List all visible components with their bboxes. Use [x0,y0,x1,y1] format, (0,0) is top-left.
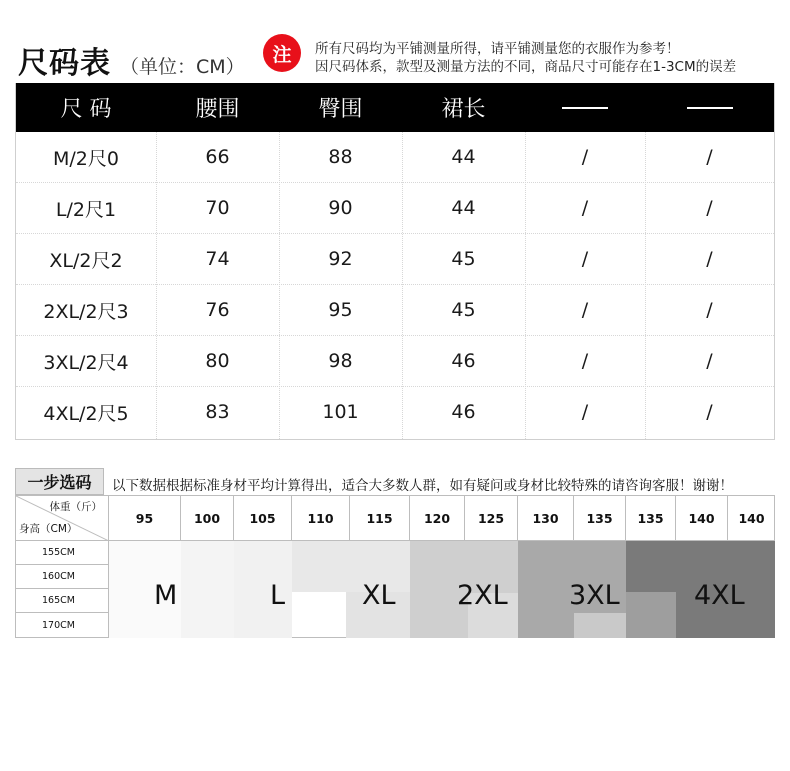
weight-cell: 135 [626,496,676,541]
page-title: 尺码表 [18,46,111,81]
cell-blank: / [706,401,713,423]
cell-length: 45 [451,299,476,321]
weight-cell: 95 [109,496,181,541]
cell-length: 44 [451,146,476,168]
unit-label: （单位：CM） [120,56,245,78]
table-row [16,285,774,336]
cell-blank: / [581,248,589,270]
cell-blank: / [706,197,713,219]
header-length: 裙长 [441,97,486,122]
weight-cell: 130 [518,496,574,541]
zone-3xl [518,541,574,638]
size-label-m: M [154,580,178,611]
cell-size: 3XL/2尺4 [43,351,129,374]
header-blank-1 [525,83,645,132]
height-label: 身高（CM） [19,523,78,535]
weight-cell: 110 [292,496,350,541]
cell-waist: 80 [205,350,230,372]
cell-blank: / [706,299,713,321]
note-line-1: 所有尺码均为平铺测量所得，请平铺测量您的衣服作为参考！ [315,41,680,57]
cell-waist: 74 [205,248,230,270]
size-label-2xl: 2XL [457,580,508,611]
weight-cell: 140 [728,496,775,541]
cell-hip: 95 [328,299,353,321]
zone-3xl [574,613,626,638]
weight-cell: 100 [181,496,234,541]
size-table-header [16,83,774,132]
cell-size: 4XL/2尺5 [43,402,129,425]
note-badge: 注 [263,34,301,72]
header-blank-2 [645,83,774,132]
cell-size: XL/2尺2 [49,249,123,272]
weight-cell: 105 [234,496,292,541]
weight-cell: 135 [574,496,626,541]
cell-size: 2XL/2尺3 [43,300,129,323]
cell-length: 46 [451,401,476,423]
table-row [16,387,774,438]
cell-size: L/2尺1 [55,198,117,221]
cell-blank: / [706,248,713,270]
height-cell: 160CM [16,565,109,589]
cell-blank: / [581,146,589,168]
header-dash [562,107,608,109]
size-label-l: L [270,580,286,611]
guide-description: 以下数据根据标准身材平均计算得出，适合大多数人群，如有疑问或身材比较特殊的请咨询客服！谢谢！ [112,478,733,494]
weight-cell: 115 [350,496,410,541]
corner-cell [16,496,109,541]
table-row [16,234,774,285]
size-label-xl: XL [362,580,396,611]
cell-hip: 98 [328,350,353,372]
height-cell: 170CM [16,613,109,638]
cell-blank: / [706,350,713,372]
weight-cell: 120 [410,496,465,541]
cell-waist: 76 [205,299,230,321]
note-line-2: 因尺码体系，款型及测量方法的不同，商品尺寸可能存在1-3CM的误差 [315,59,737,75]
cell-blank: / [581,299,589,321]
header-hip: 臀围 [318,97,363,122]
zone-4xl [626,592,676,638]
height-cell: 155CM [16,541,109,565]
size-label-3xl: 3XL [569,580,620,611]
cell-blank: / [581,401,589,423]
cell-hip: 90 [328,197,353,219]
weight-cell: 140 [676,496,728,541]
header-size: 尺 码 [60,97,112,122]
cell-length: 45 [451,248,476,270]
cell-hip: 92 [328,248,353,270]
height-cell: 165CM [16,589,109,613]
cell-hip: 88 [328,146,353,168]
cell-length: 46 [451,350,476,372]
cell-waist: 66 [205,146,230,168]
weight-label: 体重（斤） [49,501,102,513]
cell-waist: 83 [205,401,230,423]
guide-title: 一步选码 [15,468,104,495]
cell-size: M/2尺0 [53,147,119,170]
cell-blank: / [581,197,589,219]
zone-m [181,541,234,638]
cell-blank: / [581,350,589,372]
header-dash [687,107,733,109]
header-waist: 腰围 [195,97,240,122]
size-label-4xl: 4XL [694,580,745,611]
cell-length: 44 [451,197,476,219]
size-table [15,83,775,440]
cell-hip: 101 [322,401,359,423]
size-guide-grid [15,495,775,638]
cell-waist: 70 [205,197,230,219]
table-row [16,132,774,183]
table-row [16,336,774,387]
cell-blank: / [706,146,713,168]
table-row [16,183,774,234]
weight-cell: 125 [465,496,518,541]
